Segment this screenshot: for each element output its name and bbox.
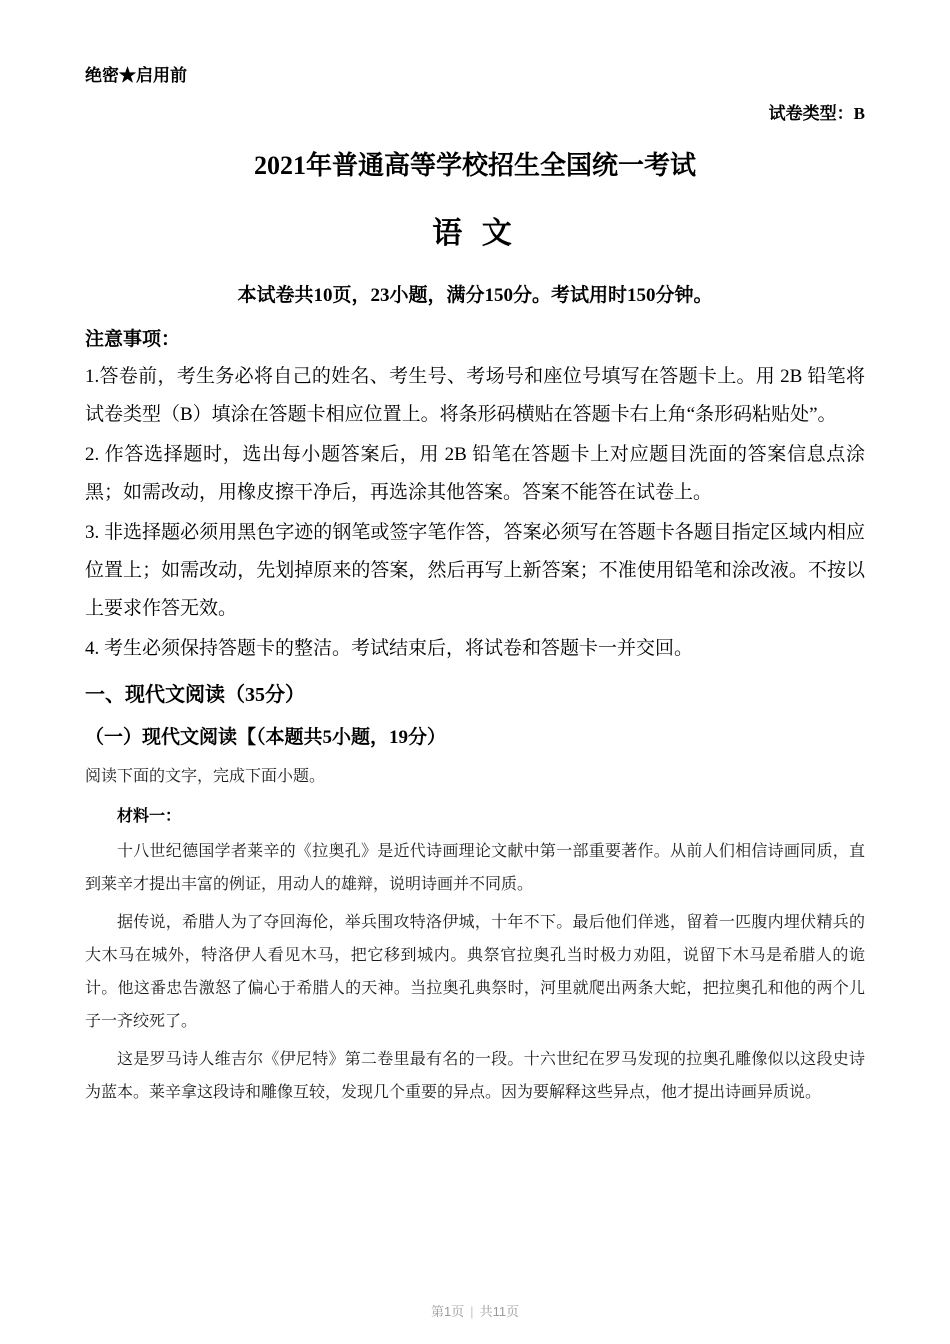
material-paragraph-2: 据传说，希腊人为了夺回海伦，举兵围攻特洛伊城，十年不下。最后他们佯逃，留着一匹腹内埋伏精兵的大木马在城外，特洛伊人看见木马，把它移到城内。典祭官拉奥孔当时极力劝阻，说留下木马是希腊人的诡计。他这番忠告激怒了偏心于希腊人的天神。当拉奥孔典祭时，河里就爬出两条大蛇，把拉奥孔和他的两个儿子一齐绞死了。 [85, 914, 865, 1030]
reading-instruction: 阅读下面的文字，完成下面小题。 [85, 768, 326, 785]
material-paragraph-1: 十八世纪德国学者莱辛的《拉奥孔》是近代诗画理论文献中第一部重要著作。从前人们相信诗画同质，直到莱辛才提出丰富的例证，用动人的雄辩，说明诗画并不同质。 [85, 843, 865, 893]
subject-title: 语 文 [432, 217, 518, 250]
footer-total-pages: 共11页 [479, 1304, 520, 1319]
notice-heading: 注意事项： [85, 329, 181, 350]
secrecy-label: 绝密★启用前 [85, 66, 187, 85]
paper-type-label: 试卷类型：B [768, 104, 865, 123]
footer-page-number: 第1页 [430, 1304, 465, 1319]
subsection-heading-reading-1: （一）现代文阅读【（本题共5小题，19分） [85, 727, 447, 748]
material-paragraph-3: 这是罗马诗人维吉尔《伊尼特》第二卷里最有名的一段。十六世纪在罗马发现的拉奥孔雕像似以这段史诗为蓝本。莱辛拿这段诗和雕像互较，发现几个重要的异点。因为要解释这些异点，他才提出诗画异质说。 [85, 1051, 865, 1101]
notice-item-1: 1.答卷前，考生务必将自己的姓名、考生号、考场号和座位号填写在答题卡上。用 2B 铅笔将试卷类型（B）填涂在答题卡相应位置上。将条形码横贴在答题卡右上角“条形码粘贴处”。 [85, 366, 865, 425]
exam-meta-line: 本试卷共10页，23小题，满分150分。考试用时150分钟。 [237, 285, 713, 306]
page-footer [0, 1301, 950, 1320]
notice-item-4: 4. 考生必须保持答题卡的整洁。考试结束后，将试卷和答题卡一并交回。 [85, 638, 694, 659]
exam-title: 2021年普通高等学校招生全国统一考试 [253, 151, 696, 180]
notice-item-2: 2. 作答选择题时，选出每小题答案后，用 2B 铅笔在答题卡上对应题目洗面的答案信息点涂黑；如需改动，用橡皮擦干净后，再选涂其他答案。答案不能答在试卷上。 [85, 444, 865, 503]
footer-separator: | [470, 1304, 474, 1319]
notice-item-3: 3. 非选择题必须用黑色字迹的钢笔或签字笔作答，答案必须写在答题卡各题目指定区域内相应位置上；如需改动，先划掉原来的答案，然后再写上新答案；不准使用铅笔和涂改液。不按以上要求作答无效。 [85, 522, 865, 619]
section-heading-modern-reading: 一、现代文阅读（35分） [85, 684, 305, 706]
material-one-label: 材料一： [117, 808, 182, 825]
